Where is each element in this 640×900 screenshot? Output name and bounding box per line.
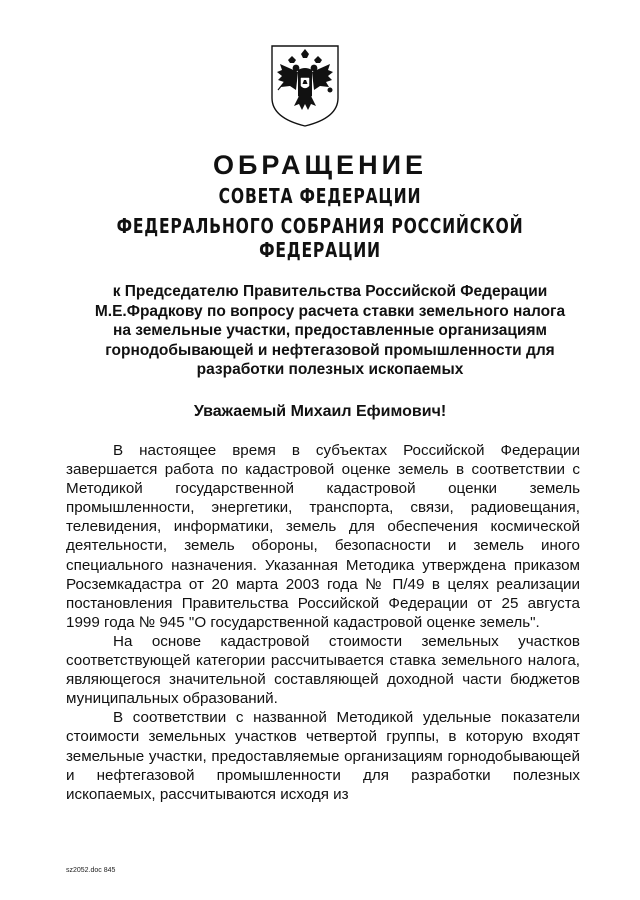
- russian-coat-of-arms-icon: [268, 40, 342, 130]
- addressee-line: горнодобывающей и нефтегазовой промышленности для: [105, 341, 555, 359]
- salutation: Уважаемый Михаил Ефимович!: [193, 403, 447, 420]
- addressee-line: М.Е.Фрадкову по вопросу расчета ставки земельного налога: [94, 302, 566, 320]
- addressee-line: разработки полезных ископаемых: [196, 361, 464, 378]
- body-paragraph: В настоящее время в субъектах Российской Федерации завершается работа по кадастровой оценке земель в соответствии с Методикой государственной кадастровой оценки земель промышленности, энергетики, транспорта, связи, радиовещания, телевидения, информатики, земель для обеспечения космической деятельности, земель обороны, безопасности и земель иного специального назначения. Указанная Методика утверждена приказом Росземкадастра от 20 марта 2003 года № П/49 в целях реализации постановления Правительства Российской Федерации от 25 августа 1999 года № 945 "О государственной кадастровой оценке земель".: [66, 442, 580, 631]
- file-reference: sz2052.doc 845: [66, 867, 116, 874]
- letter-body: [66, 441, 580, 804]
- addressee-line: на земельные участки, предоставленные организациям: [113, 322, 547, 339]
- issuer-line-1: СОВЕТА ФЕДЕРАЦИИ: [218, 184, 422, 208]
- addressee-block: [60, 282, 600, 380]
- issuer-line-2: ФЕДЕРАЛЬНОГО СОБРАНИЯ РОССИЙСКОЙ ФЕДЕРАЦИИ: [116, 214, 524, 262]
- addressee-line: к Председателю Правительства Российской Федерации: [112, 283, 548, 300]
- body-paragraph: На основе кадастровой стоимости земельных участков соответствующей категории рассчитывается ставка земельного налога, являющегося значительной составляющей доходной части бюджетов муниципальных образований.: [66, 632, 580, 708]
- document-title: ОБРАЩЕНИЕ: [213, 150, 427, 180]
- body-paragraph: В соответствии с названной Методикой удельные показатели стоимости земельных участков четвертой группы, в которую входят земельные участки, предоставляемые организациям горнодобывающей и нефтегазовой промышленности для разработки полезных ископаемых, рассчитываются исходя из: [66, 709, 580, 803]
